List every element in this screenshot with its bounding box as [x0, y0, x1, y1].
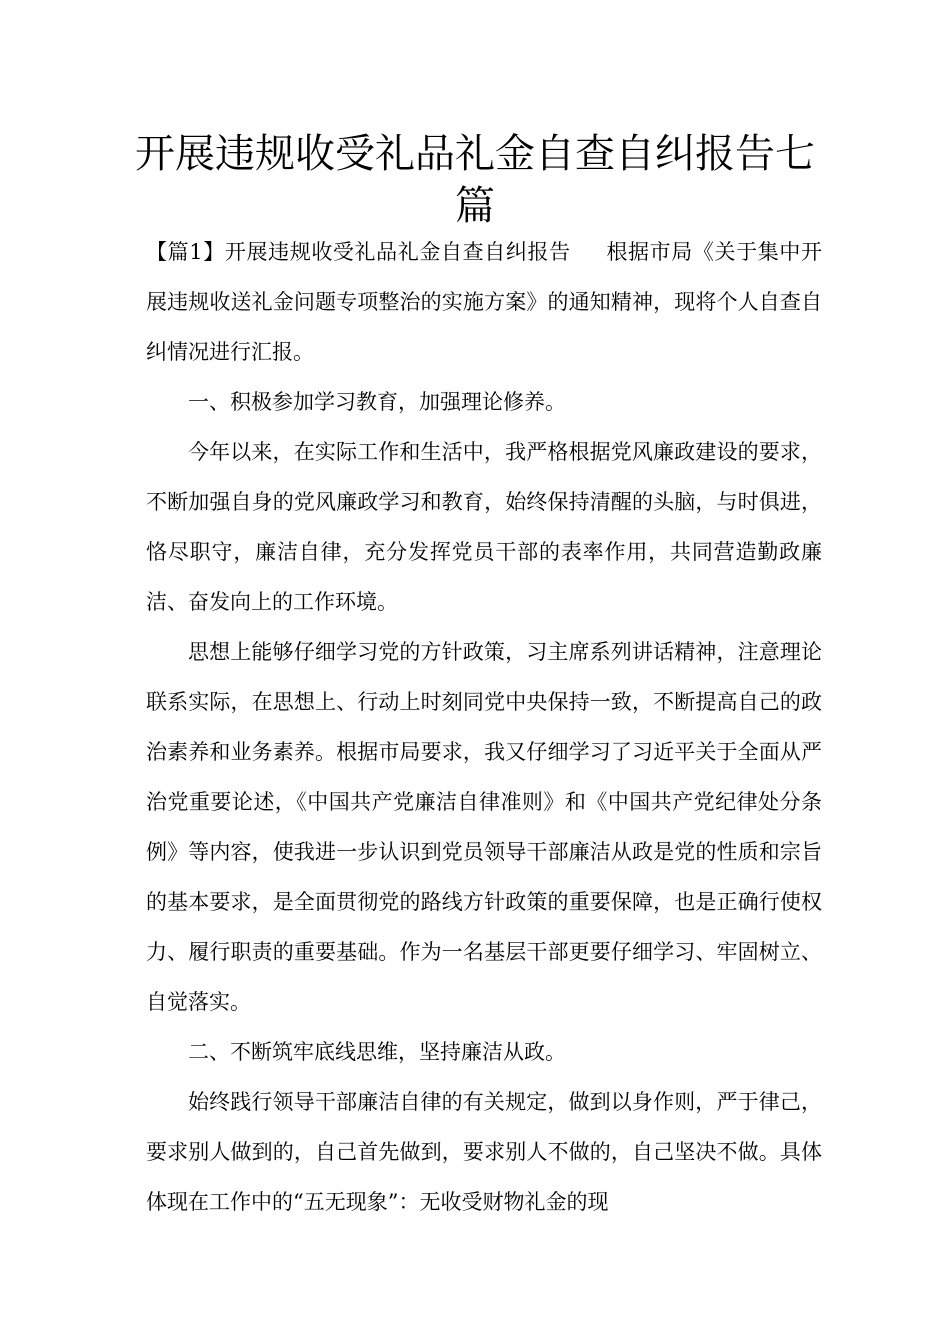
- document-title: 开展违规收受礼品礼金自查自纠报告七篇: [135, 131, 815, 229]
- intro-heading: 【篇1】开展违规收受礼品礼金自查自纠报告: [146, 240, 571, 264]
- document-body: [146, 227, 822, 1227]
- body-paragraph-2: 思想上能够仔细学习党的方针政策，习主席系列讲话精神，注意理论联系实际，在思想上、行动上时刻同党中央保持一致，不断提高自己的政治素养和业务素养。根据市局要求，我又仔细学习了习近平关于全面从严治党重要论述，《中国共产党廉洁自律准则》和《中国共产党纪律处分条例》等内容，使我进一步认识到党员领导干部廉洁从政是党的性质和宗旨的基本要求，是全面贯彻党的路线方针政策的重要保障，也是正确行使权力、履行职责的重要基础。作为一名基层干部更要仔细学习、牢固树立、自觉落实。: [146, 640, 822, 1014]
- section-heading-1: 一、积极参加学习教育，加强理论修养。: [188, 390, 566, 414]
- section-heading-2: 二、不断筑牢底线思维，坚持廉洁从政。: [188, 1040, 566, 1064]
- body-paragraph-1: 今年以来，在实际工作和生活中，我严格根据党风廉政建设的要求，不断加强自身的党风廉政学习和教育，始终保持清醒的头脑，与时俱进，恪尽职守，廉洁自律，充分发挥党员干部的表率作用，共同营造勤政廉洁、奋发向上的工作环境。: [146, 440, 822, 614]
- body-paragraph-3: 始终践行领导干部廉洁自律的有关规定，做到以身作则，严于律己，要求别人做到的，自己首先做到，要求别人不做的，自己坚决不做。具体体现在工作中的“五无现象”：无收受财物礼金的现: [146, 1090, 822, 1214]
- intro-paragraph: [146, 227, 822, 377]
- intro-text: 根据市局《关于集中开展违规收送礼金问题专项整治的实施方案》的通知精神，现将个人自查自纠情况进行汇报。: [146, 240, 823, 364]
